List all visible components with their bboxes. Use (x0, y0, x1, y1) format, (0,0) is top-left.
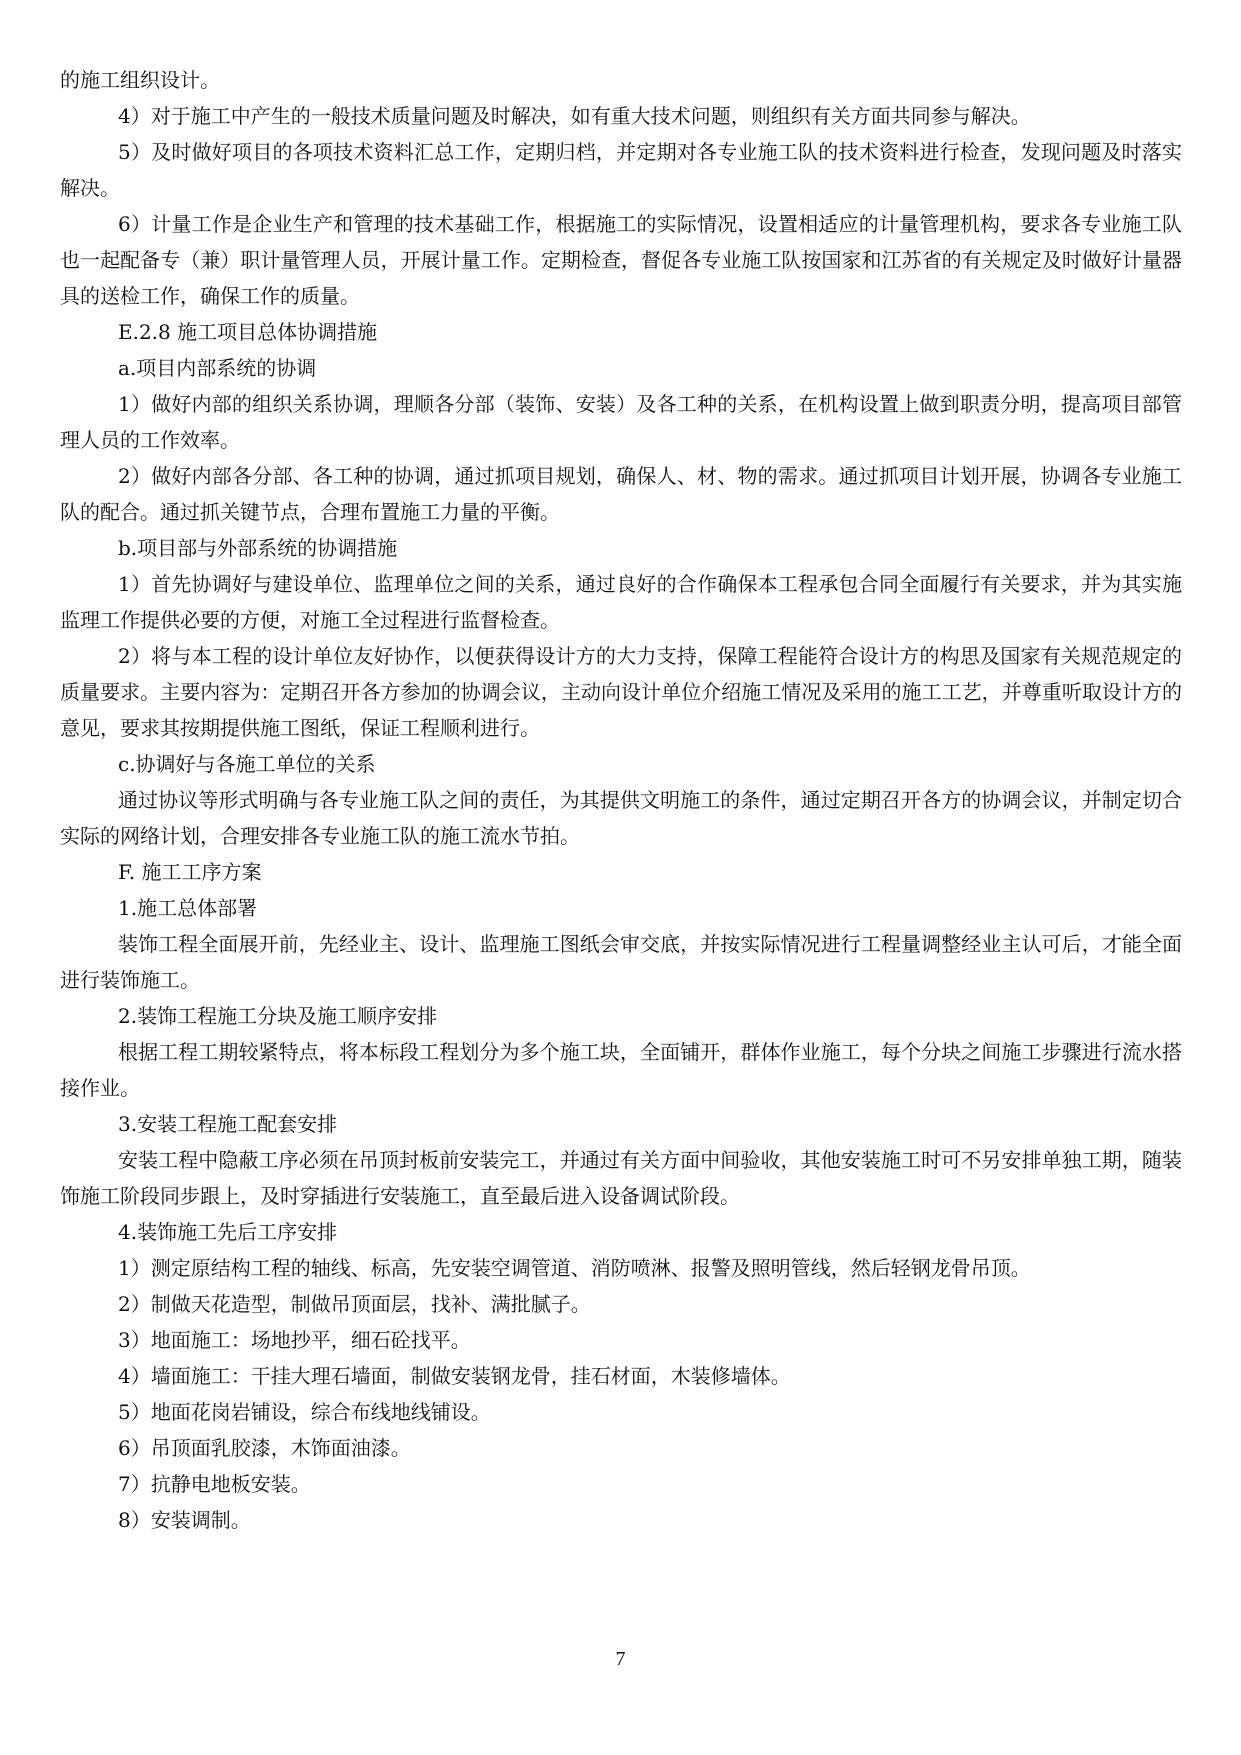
list-item-step-3: 3）地面施工：场地抄平，细石砼找平。 (118, 1328, 471, 1352)
section-heading-f: F. 施工工序方案 (118, 860, 262, 884)
subheading-b: b.项目部与外部系统的协调措施 (118, 536, 398, 560)
section-heading-e28: E.2.8 施工项目总体协调措施 (118, 320, 378, 344)
list-item-step-5: 5）地面花岗岩铺设，综合布线地线铺设。 (118, 1400, 491, 1424)
subheading-c: c.协调好与各施工单位的关系 (118, 752, 376, 776)
subheading-f-3: 3.安装工程施工配套安排 (118, 1112, 338, 1136)
subheading-a: a.项目内部系统的协调 (118, 356, 317, 380)
subheading-f-1: 1.施工总体部署 (118, 896, 258, 920)
subheading-f-4: 4.装饰施工先后工序安排 (118, 1220, 338, 1244)
paragraph-b-2: 2）将与本工程的设计单位友好协作，以便获得设计方的大力支持，保障工程能符合设计方的构思及国家有关规范规定的质量要求。主要内容为：定期召开各方参加的协调会议，主动向设计单位介绍施工情况及采用的施工工艺，并尊重听取设计方的意见，要求其按期提供施工图纸，保证工程顺利进行。 (60, 644, 1182, 740)
paragraph-c: 通过协议等形式明确与各专业施工队之间的责任，为其提供文明施工的条件，通过定期召开各方的协调会议，并制定切合实际的网络计划，合理安排各专业施工队的施工流水节拍。 (60, 788, 1182, 848)
list-item-step-8: 8）安装调制。 (118, 1508, 251, 1532)
paragraph-continuation: 的施工组织设计。 (60, 68, 220, 92)
page-number: 7 (615, 1648, 626, 1670)
paragraph-item-6: 6）计量工作是企业生产和管理的技术基础工作，根据施工的实际情况，设置相适应的计量管理机构，要求各专业施工队也一起配备专（兼）职计量管理人员，开展计量工作。定期检查，督促各专业施工队按国家和江苏省的有关规定及时做好计量器具的送检工作，确保工作的质量。 (60, 212, 1182, 308)
paragraph-a-1: 1）做好内部的组织关系协调，理顺各分部（装饰、安装）及各工种的关系，在机构设置上做到职责分明，提高项目部管理人员的工作效率。 (60, 392, 1182, 452)
paragraph-item-4: 4）对于施工中产生的一般技术质量问题及时解决，如有重大技术问题，则组织有关方面共同参与解决。 (118, 104, 1031, 128)
subheading-f-2: 2.装饰工程施工分块及施工顺序安排 (118, 1004, 438, 1028)
paragraph-f-3: 安装工程中隐蔽工序必须在吊顶封板前安装完工，并通过有关方面中间验收，其他安装施工时可不另安排单独工期，随装饰施工阶段同步跟上，及时穿插进行安装施工，直至最后进入设备调试阶段。 (60, 1148, 1182, 1208)
list-item-step-4: 4）墙面施工：干挂大理石墙面，制做安装钢龙骨，挂石材面，木装修墙体。 (118, 1364, 791, 1388)
list-item-step-2: 2）制做天花造型，制做吊顶面层，找补、满批腻子。 (118, 1292, 591, 1316)
paragraph-a-2: 2）做好内部各分部、各工种的协调，通过抓项目规划，确保人、材、物的需求。通过抓项目计划开展，协调各专业施工队的配合。通过抓关键节点，合理布置施工力量的平衡。 (60, 464, 1182, 524)
paragraph-b-1: 1）首先协调好与建设单位、监理单位之间的关系，通过良好的合作确保本工程承包合同全面履行有关要求，并为其实施监理工作提供必要的方便，对施工全过程进行监督检查。 (60, 572, 1182, 632)
document-body (60, 62, 1182, 1538)
paragraph-item-5: 5）及时做好项目的各项技术资料汇总工作，定期归档，并定期对各专业施工队的技术资料进行检查，发现问题及时落实解决。 (60, 140, 1182, 200)
list-item-step-1: 1）测定原结构工程的轴线、标高，先安装空调管道、消防喷淋、报警及照明管线，然后轻钢龙骨吊顶。 (118, 1256, 1031, 1280)
list-item-step-7: 7）抗静电地板安装。 (118, 1472, 311, 1496)
paragraph-f-2: 根据工程工期较紧特点，将本标段工程划分为多个施工块，全面铺开，群体作业施工，每个分块之间施工步骤进行流水搭接作业。 (60, 1040, 1182, 1100)
paragraph-f-1: 装饰工程全面展开前，先经业主、设计、监理施工图纸会审交底，并按实际情况进行工程量调整经业主认可后，才能全面进行装饰施工。 (60, 932, 1182, 992)
list-item-step-6: 6）吊顶面乳胶漆，木饰面油漆。 (118, 1436, 411, 1460)
